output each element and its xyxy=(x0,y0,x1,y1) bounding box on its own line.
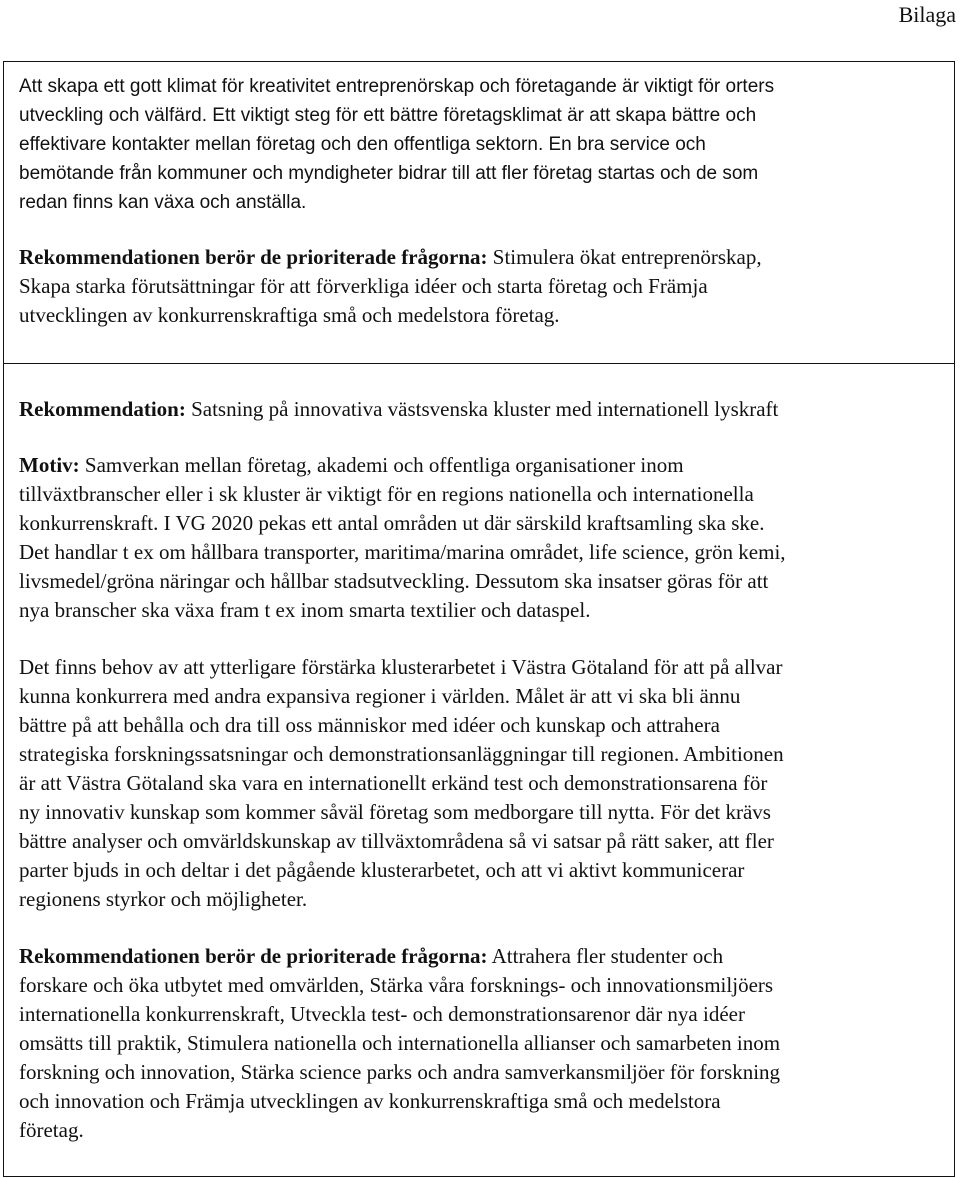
text-line: internationella konkurrenskraft, Utveckla test- och demonstrationsarenor där nya idéer xyxy=(19,1002,745,1026)
text-line: konkurrenskraft. I VG 2020 pekas ett antal områden ut där särskild kraftsamling ska ske. xyxy=(19,511,765,535)
text-line: företag. xyxy=(19,1118,84,1142)
body-paragraph xyxy=(19,653,954,914)
text-line: kunna konkurrera med andra expansiva regioner i världen. Målet är att vi ska bli ännu xyxy=(19,684,741,708)
text-line: utveckling och välfärd. Ett viktigt steg för ett bättre företagsklimat är att skapa bättre och xyxy=(19,105,757,126)
text-line: forskare och öka utbytet med omvärlden, Stärka våra forsknings- och innovationsmiljöers xyxy=(19,973,774,997)
text-line: Samverkan mellan företag, akademi och offentliga organisationer inom xyxy=(79,453,684,477)
text-line: Attrahera fler studenter och xyxy=(487,944,724,968)
text-line: nya branscher ska växa fram t ex inom smarta textilier och dataspel. xyxy=(19,598,591,622)
recommendation-topics xyxy=(19,243,954,330)
text-line: redan finns kan växa och anställa. xyxy=(19,192,307,213)
text-line: Stimulera ökat entreprenörskap, xyxy=(487,245,762,269)
text-line: regionens styrkor och möjligheter. xyxy=(19,887,308,911)
page-header-label: Bilaga xyxy=(898,2,956,27)
recommendation-topics-label: Rekommendationen berör de prioriterade frågorna: xyxy=(19,944,488,968)
motivation-paragraph xyxy=(19,451,954,625)
text-line: och innovation och Främja utvecklingen av konkurrenskraftiga små och medelstora xyxy=(19,1089,721,1113)
text-line: strategiska forskningssatsningar och demonstrationsanläggningar till regionen. Ambitionen xyxy=(19,742,784,766)
text-line: omsätts till praktik, Stimulera nationella och internationella allianser och samarbeten inom xyxy=(19,1031,781,1055)
recommendation-label: Rekommendation: xyxy=(19,397,186,421)
text-line: forskning och innovation, Stärka science parks och andra samverkansmiljöer för forskning xyxy=(19,1060,781,1084)
text-line: Att skapa ett gott klimat för kreativitet entreprenörskap och företagande är viktigt för orters xyxy=(19,76,775,97)
text-line: ny innovativ kunskap som kommer såväl företag som medborgare till nytta. För det krävs xyxy=(19,800,771,824)
text-line: tillväxtbranscher eller i sk kluster är viktigt för en regions nationella och internationella xyxy=(19,482,754,506)
recommendation-box xyxy=(3,363,955,1177)
motivation-label: Motiv: xyxy=(19,453,80,477)
text-line: effektivare kontakter mellan företag och den offentliga sektorn. En bra service och xyxy=(19,134,706,155)
text-line: Det finns behov av att ytterligare förstärka klusterarbetet i Västra Götaland för att på allvar xyxy=(19,655,783,679)
text-line: bättre på att behålla och dra till oss människor med idéer och kunskap och attrahera xyxy=(19,713,720,737)
recommendation-heading xyxy=(19,395,954,424)
text-line: utvecklingen av konkurrenskraftiga små och medelstora företag. xyxy=(19,303,560,327)
intro-paragraph xyxy=(19,72,954,217)
text-line: Skapa starka förutsättningar för att förverkliga idéer och starta företag och Främja xyxy=(19,274,708,298)
text-line: bättre analyser och omvärldskunskap av tillväxtområdena så vi satsar på rätt saker, att fler xyxy=(19,829,774,853)
text-line: livsmedel/gröna näringar och hållbar stadsutveckling. Dessutom ska insatser göras för att xyxy=(19,569,769,593)
intro-box xyxy=(3,61,955,364)
recommendation-topics-label: Rekommendationen berör de prioriterade frågorna: xyxy=(19,245,488,269)
text-line: är att Västra Götaland ska vara en internationellt erkänd test och demonstrationsarena för xyxy=(19,771,768,795)
recommendation-text: Satsning på innovativa västsvenska kluster med internationell lyskraft xyxy=(185,397,779,421)
text-line: Det handlar t ex om hållbara transporter, maritima/marina området, life science, grön kemi, xyxy=(19,540,786,564)
text-line: bemötande från kommuner och myndigheter bidrar till att fler företag startas och de som xyxy=(19,163,759,184)
recommendation-topics xyxy=(19,942,954,1145)
text-line: parter bjuds in och deltar i det pågående klusterarbetet, och att vi aktivt kommunicerar xyxy=(19,858,745,882)
